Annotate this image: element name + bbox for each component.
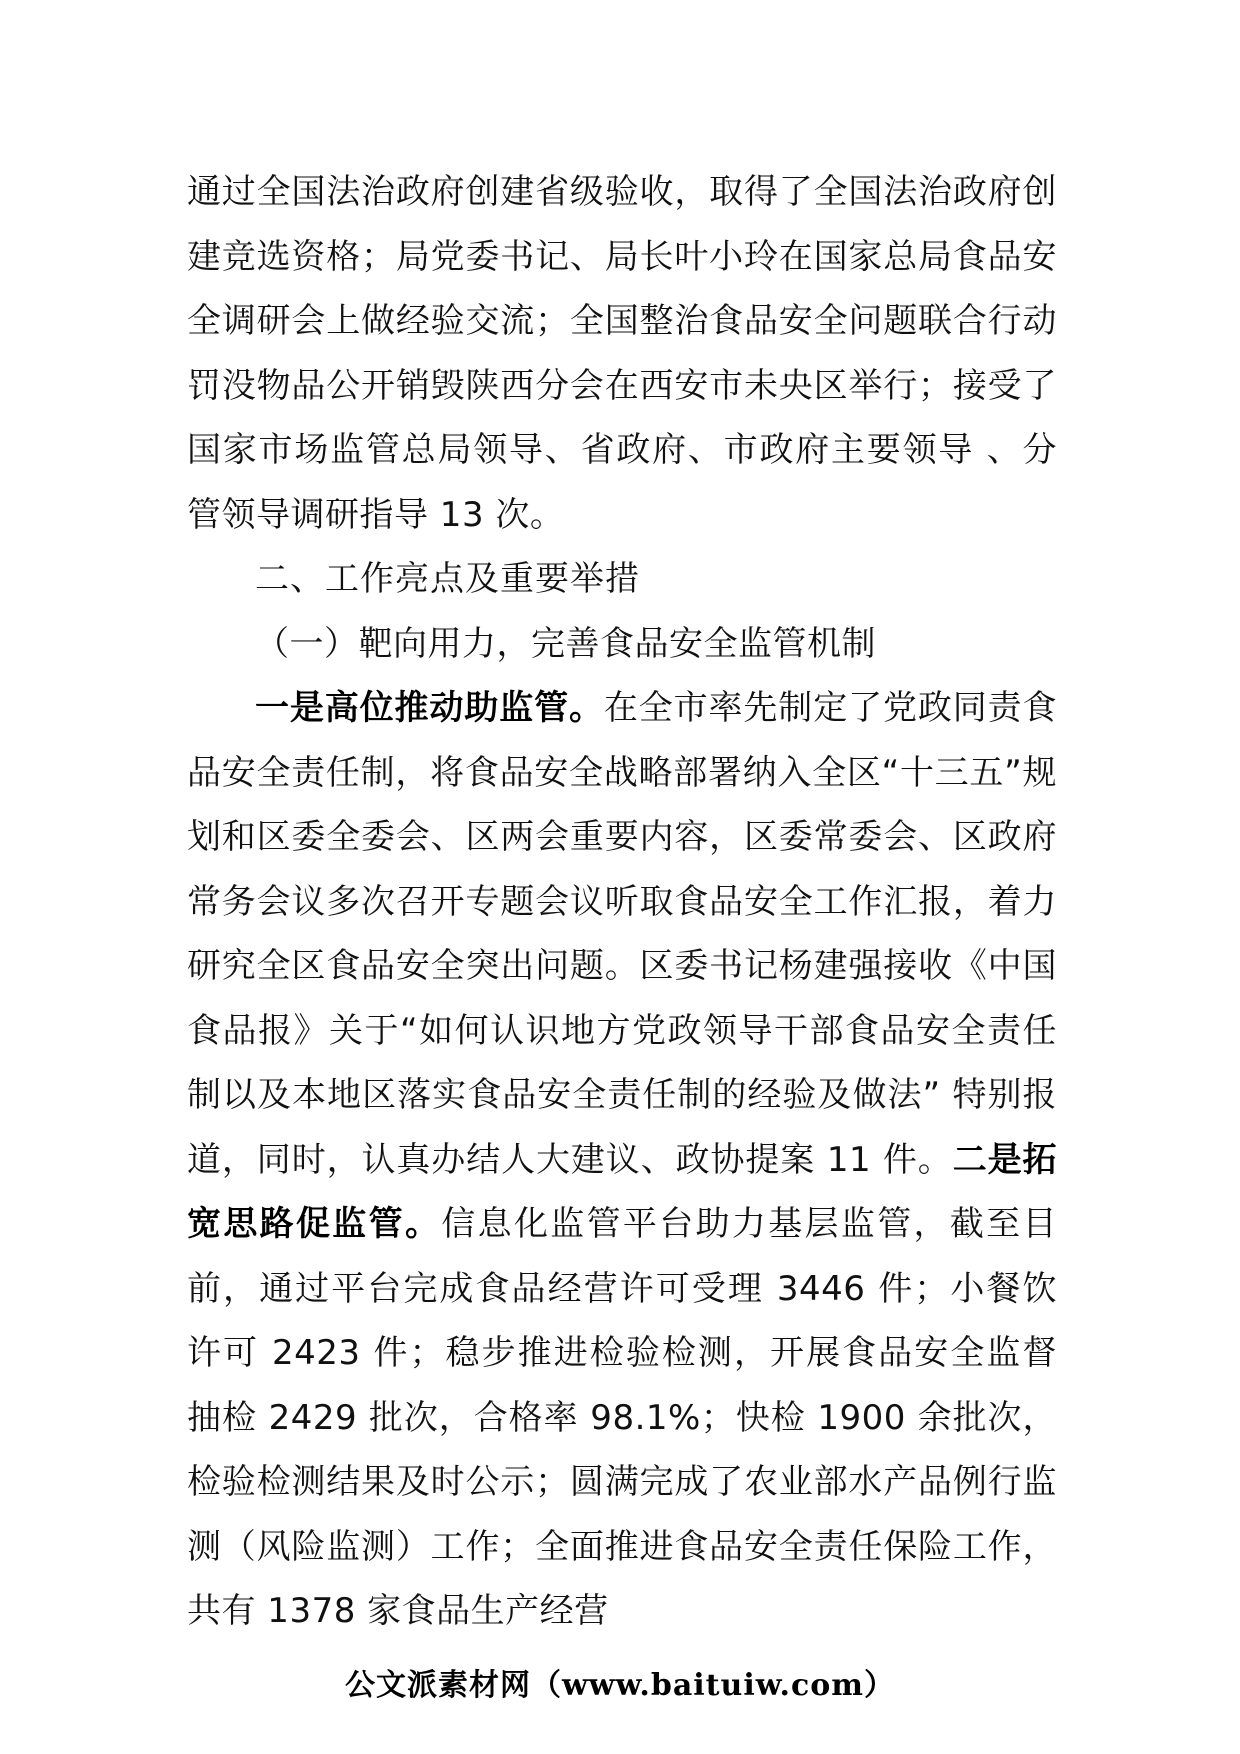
paragraph-measures <box>187 676 1057 1644</box>
section-heading: 二、工作亮点及重要举措 <box>255 559 640 599</box>
paragraph-text-1: 在全市率先制定了党政同责食品安全责任制，将食品安全战略部署纳入全区“十三五”规划和区委全委会、区两会重要内容，区委常委会、区政府常务会议多次召开专题会议听取食品安全工作汇报，着力研究全区食品安全突出问题。区委书记杨建强接收《中国食品报》关于“如何认识地方党政领导干部食品安全责任制以及本地区落实食品安全责任制的经验及做法” 特别报道，同时，认真办结人大建议、政协提案 11 件。 <box>187 688 1058 1180</box>
bold-lead-1: 一是高位推动助监管。 <box>255 688 604 728</box>
paragraph-text-2: 信息化监管平台助力基层监管，截至目前，通过平台完成食品经营许可受理 3446 件；小餐饮许可 2423 件；稳步推进检验检测，开展食品安全监督抽检 2429 批次，合格率 98.1%；快检 1900 余批次，检验检测结果及时公示；圆满完成了农业部水产品例行监测（风险监测）工作；全面推进食品安全责任保险工作，共有 1378 家食品生产经营 <box>187 1204 1058 1631</box>
document-body <box>187 160 1057 1644</box>
source-footer: 公文派素材网（www.baituiw.com） <box>344 1668 896 1703</box>
subsection-heading: （一）靶向用力，完善食品安全监管机制 <box>255 623 876 664</box>
bold-lead-2: 二是拓宽思路促监管。 <box>187 1139 1057 1244</box>
paragraph-results: 通过全国法治政府创建省级验收，取得了全国法治政府创建竞选资格；局党委书记、局长叶小玲在国家总局食品安全调研会上做经验交流；全国整治食品安全问题联合行动罚没物品公开销毁陕西分会在西安市未央区举行；接受了国家市场监管总局领导、省政府、市政府主要领导 、分管领导调研指导 13 次。 <box>187 172 1057 535</box>
